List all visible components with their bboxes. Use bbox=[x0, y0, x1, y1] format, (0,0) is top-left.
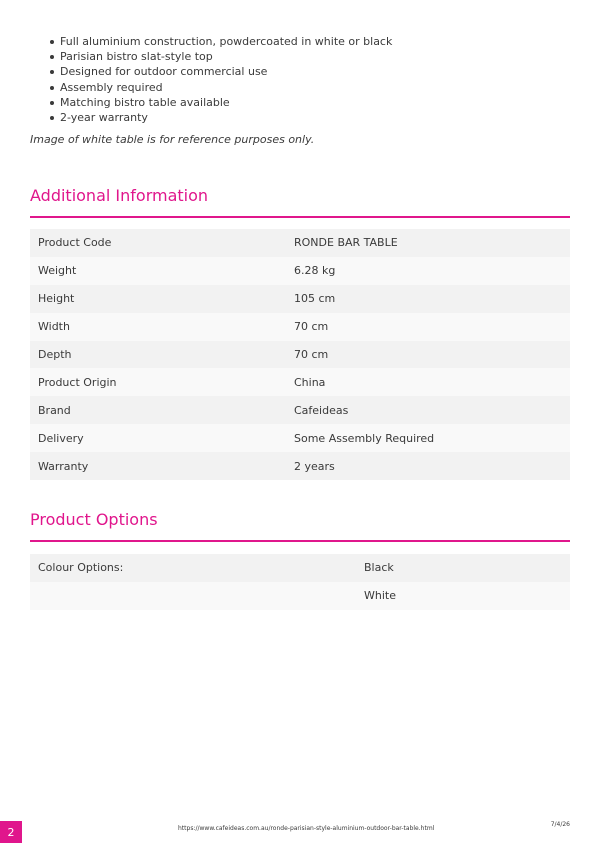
table-row bbox=[30, 452, 570, 480]
feature-item: Designed for outdoor commercial use bbox=[50, 64, 392, 79]
row-value: RONDE BAR TABLE bbox=[294, 236, 398, 250]
row-label: Brand bbox=[38, 403, 71, 417]
table-row bbox=[30, 341, 570, 369]
footer-date: 7/4/26 bbox=[550, 821, 570, 828]
table-row bbox=[30, 582, 570, 610]
feature-item: 2-year warranty bbox=[50, 110, 392, 125]
feature-item: Full aluminium construction, powdercoated in white or black bbox=[50, 34, 392, 49]
additional-info-title: Additional Information bbox=[30, 186, 209, 205]
row-value: 2 years bbox=[294, 459, 335, 473]
feature-item: Parisian bistro slat-style top bbox=[50, 49, 392, 64]
footer-url: https://www.cafeideas.com.au/ronde-parisian-style-aluminium-outdoor-bar-table.html bbox=[178, 825, 435, 832]
row-label: Height bbox=[38, 292, 75, 306]
row-label: Colour Options: bbox=[38, 561, 124, 575]
section-divider bbox=[30, 216, 570, 218]
table-row bbox=[30, 396, 570, 424]
table-row bbox=[30, 368, 570, 396]
table-row bbox=[30, 257, 570, 285]
page-number: 2 bbox=[0, 821, 22, 843]
reference-note: Image of white table is for reference purposes only. bbox=[30, 133, 315, 146]
table-row bbox=[30, 229, 570, 257]
feature-item: Matching bistro table available bbox=[50, 95, 392, 110]
row-label: Depth bbox=[38, 348, 72, 361]
row-value: Black bbox=[364, 561, 394, 575]
row-value: Some Assembly Required bbox=[294, 431, 435, 445]
section-divider bbox=[30, 540, 570, 542]
row-label: Warranty bbox=[38, 459, 89, 473]
row-label: Width bbox=[38, 320, 70, 334]
additional-info-table bbox=[30, 229, 570, 480]
table-row bbox=[30, 313, 570, 341]
product-options-table bbox=[30, 554, 570, 610]
row-value: 70 cm bbox=[294, 348, 329, 361]
feature-item: Assembly required bbox=[50, 80, 392, 95]
table-row bbox=[30, 285, 570, 313]
row-value: 6.28 kg bbox=[294, 264, 336, 278]
row-label: Product Code bbox=[38, 236, 112, 250]
table-row bbox=[30, 554, 570, 582]
product-options-title: Product Options bbox=[30, 510, 158, 529]
row-value: Cafeideas bbox=[294, 403, 349, 417]
row-value: China bbox=[294, 375, 326, 389]
row-value: 105 cm bbox=[294, 292, 336, 306]
table-row bbox=[30, 424, 570, 452]
row-value: 70 cm bbox=[294, 320, 329, 334]
row-label: Product Origin bbox=[38, 375, 117, 389]
row-label: Delivery bbox=[38, 431, 84, 445]
row-value: White bbox=[364, 589, 396, 603]
row-label: Weight bbox=[38, 264, 77, 278]
feature-list bbox=[50, 34, 392, 125]
